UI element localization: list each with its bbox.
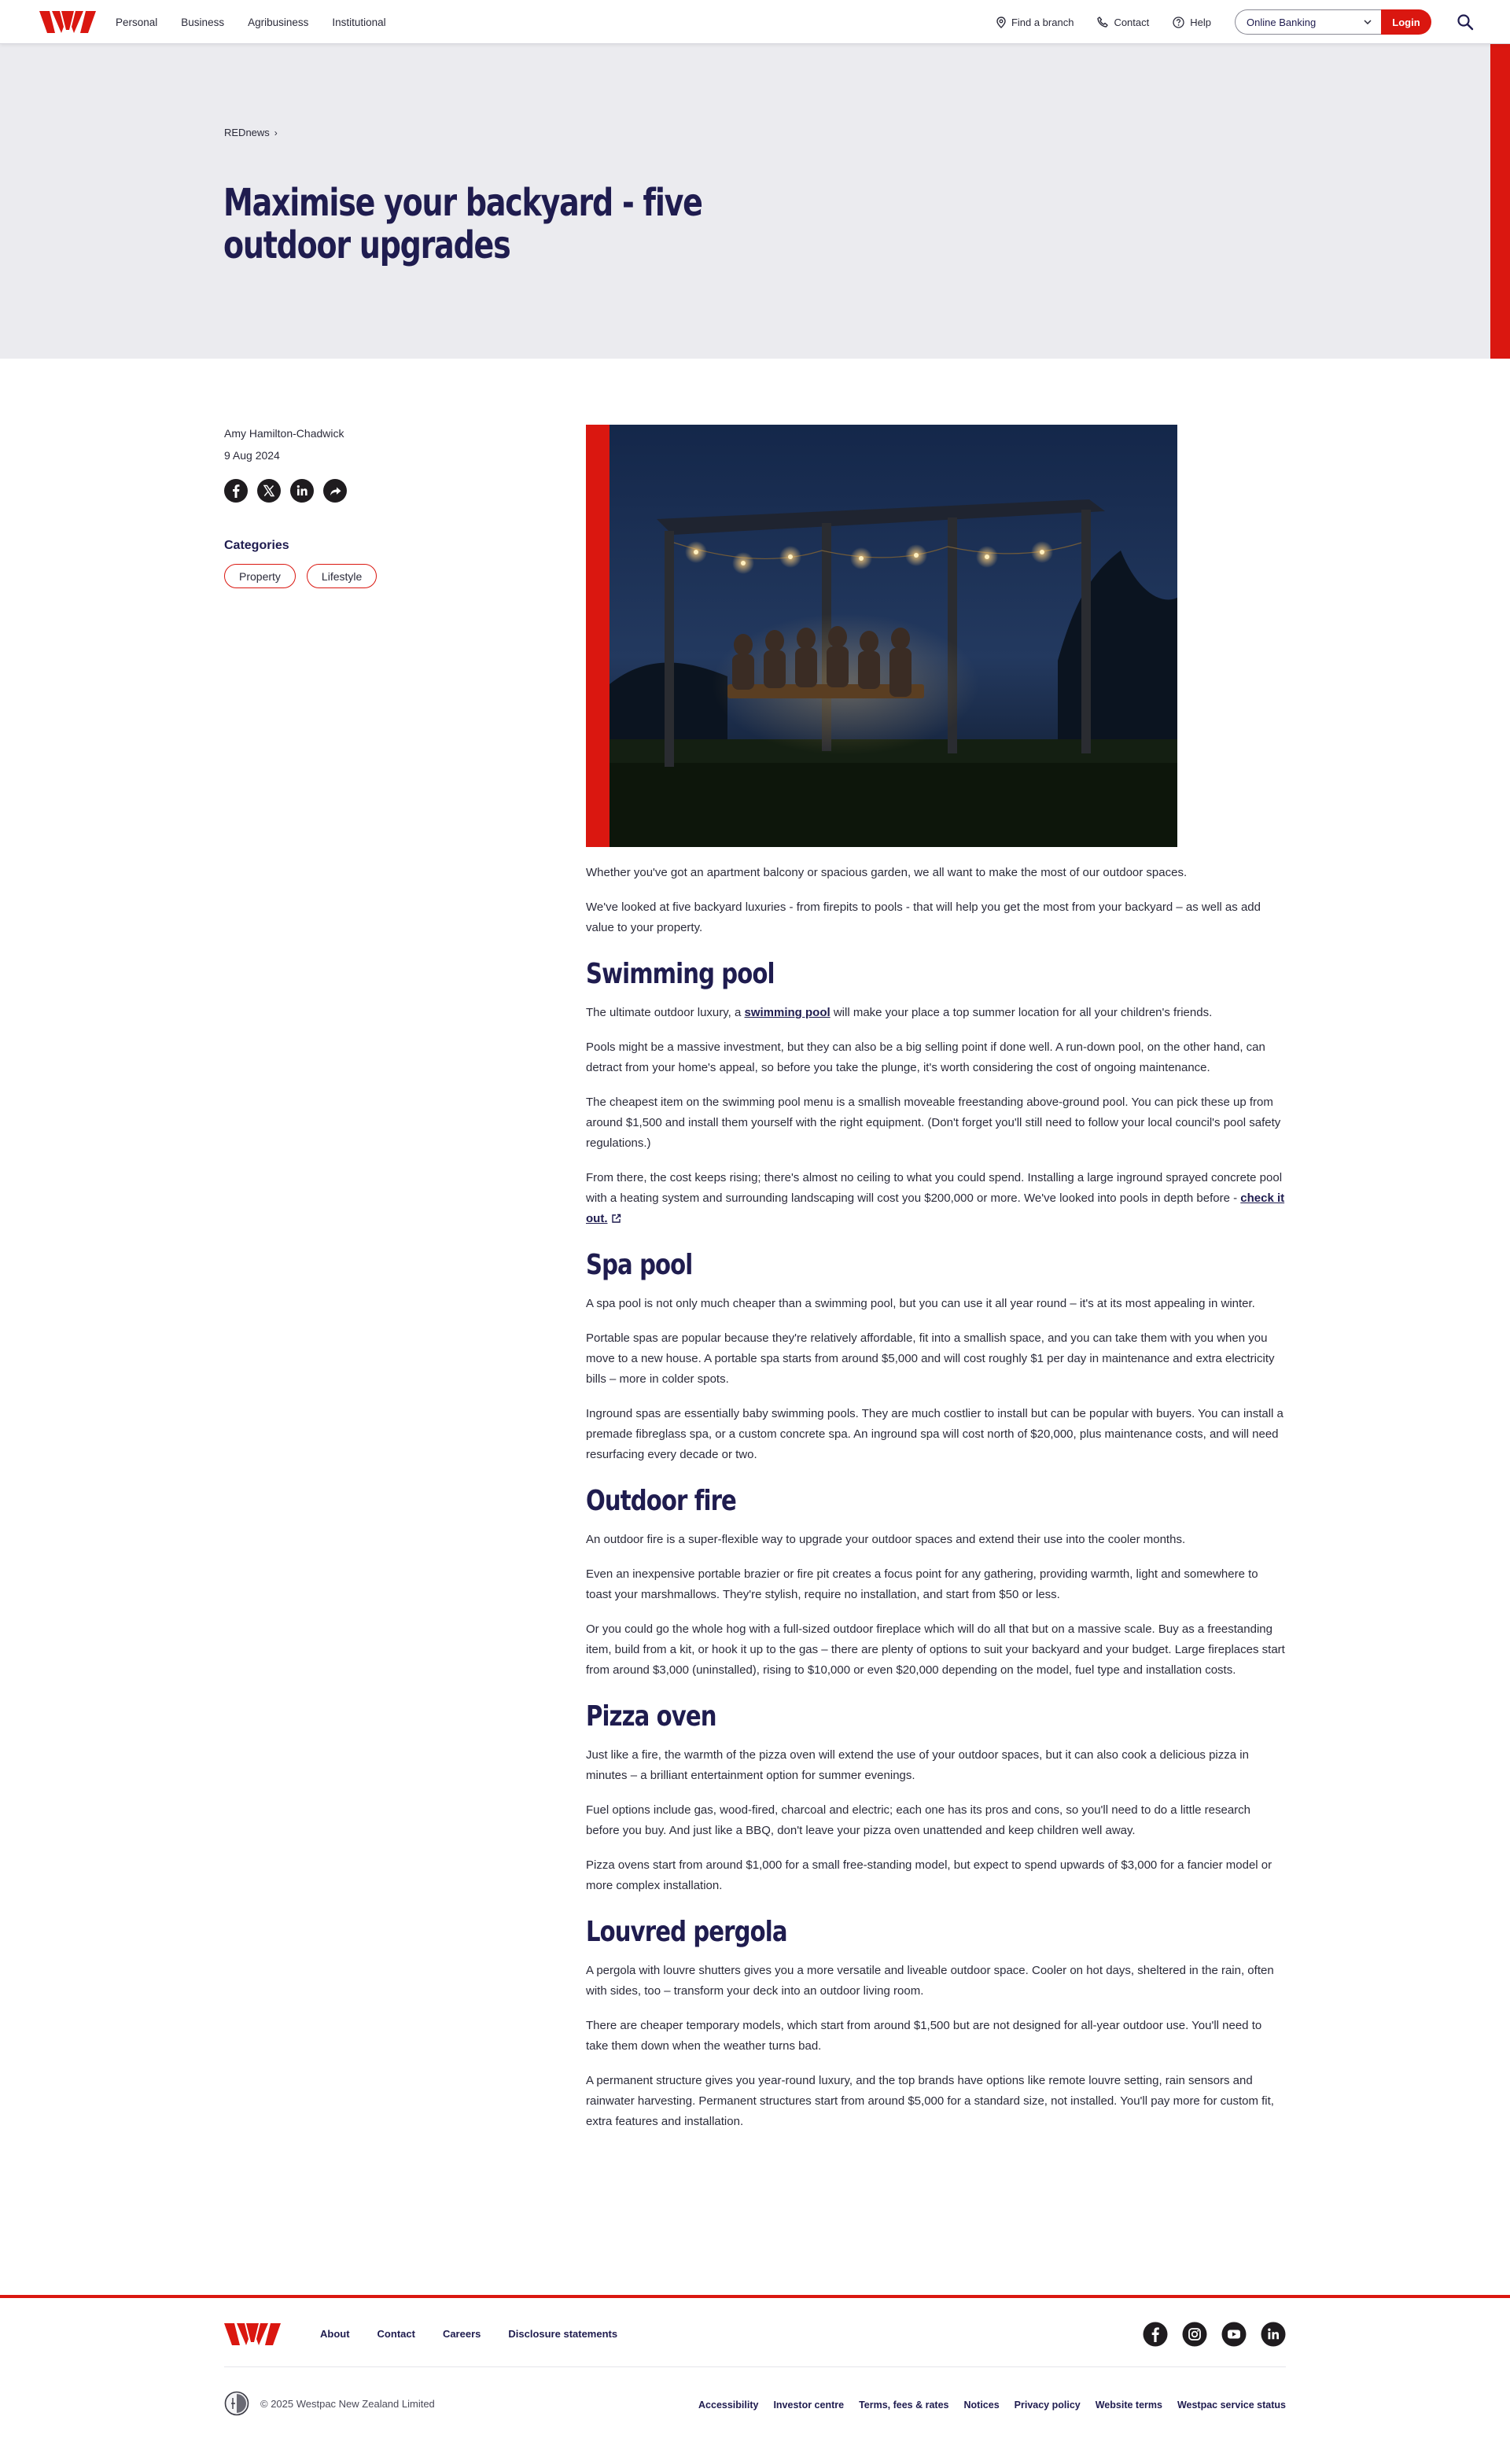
find-branch-link[interactable] — [996, 17, 1074, 28]
nav-agribusiness[interactable]: Agribusiness — [248, 16, 309, 28]
accessibility-badge-icon — [224, 2391, 249, 2416]
legal-website-terms[interactable]: Website terms — [1095, 2400, 1162, 2411]
page-title: Maximise your backyard - five outdoor upgrades — [223, 181, 702, 267]
swimming-paragraph-3: The cheapest item on the swimming pool menu is a smallish moveable freestanding above-ground pool. You can pick these up from around $1,500 and install them yourself with the right equipment. (Don't forget you'll still need to follow your local council's pool safety regulations.) — [586, 1096, 1281, 1150]
westpac-logo[interactable] — [39, 9, 96, 35]
copyright — [224, 2391, 435, 2416]
footer-divider — [224, 2366, 1286, 2367]
chevron-down-icon — [1364, 20, 1372, 24]
footer-careers[interactable]: Careers — [442, 2328, 481, 2340]
category-property[interactable]: Property — [224, 564, 296, 588]
share-buttons — [224, 479, 460, 503]
facebook-icon[interactable] — [1143, 2322, 1168, 2347]
youtube-icon[interactable] — [1221, 2322, 1247, 2347]
pizza-paragraph-1: Just like a fire, the warmth of the pizza oven will extend the use of your outdoor spaces, but it can also cook a delicious pizza in minutes – a brilliant entertainment option for summer evenings. — [586, 1748, 1249, 1782]
categories-title: Categories — [224, 539, 289, 552]
hero-accent-bar — [1490, 44, 1510, 359]
swimming-paragraph-1 — [586, 1003, 1286, 1023]
pergola-paragraph-2: There are cheaper temporary models, which start from around $1,500 but are not designed for all-year outdoor use. You'll need to take them down when the weather turns bad. — [586, 2019, 1262, 2053]
online-banking-select[interactable] — [1235, 9, 1381, 35]
map-pin-icon — [996, 17, 1006, 28]
nav-institutional[interactable]: Institutional — [332, 16, 386, 28]
article-hero — [0, 44, 1510, 359]
nav-personal[interactable]: Personal — [116, 16, 158, 28]
contact-link[interactable] — [1097, 17, 1149, 28]
main-nav — [116, 0, 410, 44]
heading-outdoor-fire: Outdoor fire — [586, 1485, 736, 1517]
swimming-p1-before: The ultimate outdoor luxury, a — [586, 1006, 745, 1019]
pergola-evening-photo — [586, 425, 1177, 847]
instagram-icon[interactable] — [1182, 2322, 1207, 2347]
legal-investor-centre[interactable]: Investor centre — [773, 2400, 845, 2411]
footer-nav — [320, 2328, 645, 2340]
article-content — [0, 359, 1510, 2295]
category-lifestyle[interactable]: Lifestyle — [307, 564, 377, 588]
article-sidebar — [224, 425, 460, 588]
fire-paragraph-2: Even an inexpensive portable brazier or fire pit creates a focus point for any gathering, providing warmth, light and somewhere to toast your marshmallows. They're stylish, require no installation, and start from $50 or less. — [586, 1567, 1258, 1601]
facebook-icon[interactable] — [224, 479, 248, 503]
image-accent-bar — [586, 425, 610, 847]
legal-service-status[interactable]: Westpac service status — [1177, 2400, 1286, 2411]
pizza-paragraph-2: Fuel options include gas, wood-fired, charcoal and electric; each one has its pros and cons, so you'll need to do a little research before you buy. And just like a BBQ, don't leave your pizza oven unattended and keep children well away. — [586, 1803, 1251, 1837]
external-link-icon — [611, 1214, 621, 1224]
fire-paragraph-3: Or you could go the whole hog with a full-sized outdoor fireplace which will do all that but on a massive scale. Buy as a freestanding item, build from a kit, or hook it up to the gas – there are plenty of options to suit your backyard and your budget. Large fireplaces start from around $3,000 (uninstalled), rising to $10,000 or even $20,000 depending on the model, fuel type and installation costs. — [586, 1622, 1285, 1677]
spa-paragraph-2: Portable spas are popular because they're relatively affordable, fit into a smallish space, and you can take them with you when you move to a new house. A portable spa starts from around $5,000 and will cost roughly $1 per day in maintenance and extra electricity bills – more in colder spots. — [586, 1331, 1275, 1386]
footer-contact[interactable]: Contact — [377, 2328, 415, 2340]
pizza-paragraph-3: Pizza ovens start from around $1,000 for a small free-standing model, but expect to spend upwards of $3,000 for a fancier model or more complex installation. — [586, 1858, 1272, 1892]
publish-date: 9 Aug 2024 — [224, 449, 280, 462]
article-body — [586, 425, 1286, 2132]
linkedin-icon[interactable] — [290, 479, 314, 503]
swimming-p4-before: From there, the cost keeps rising; there's almost no ceiling to what you could spend. Installing a large inground sprayed concrete pool with a heating system and surrounding landscaping will cost you $200,000 or more. We've looked into pools in depth before - — [586, 1171, 1283, 1205]
heading-pizza-oven: Pizza oven — [586, 1700, 716, 1733]
legal-terms-fees-rates[interactable]: Terms, fees & rates — [859, 2400, 949, 2411]
author-name: Amy Hamilton-Chadwick — [224, 427, 344, 440]
site-footer — [0, 2295, 1510, 2464]
fire-paragraph-1: An outdoor fire is a super-flexible way to upgrade your outdoor spaces and extend their use into the cooler months. — [586, 1533, 1186, 1546]
footer-disclosure-statements[interactable]: Disclosure statements — [508, 2328, 618, 2340]
swimming-p1-after: will make your place a top summer location for all your children's friends. — [830, 1006, 1213, 1019]
pergola-paragraph-3: A permanent structure gives you year-round luxury, and the top brands have options like remote louvre setting, rain sensors and rainwater harvesting. Permanent structures start from around $5,000 for a standard size, not installed. You'll pay more for custom fit, extra features and installation. — [586, 2074, 1274, 2128]
footer-social-links — [1129, 2322, 1286, 2347]
linkedin-icon[interactable] — [1261, 2322, 1286, 2347]
intro-paragraph-2: We've looked at five backyard luxuries - from firepits to pools - that will help you get the most from your backyard – as well as add value to your property. — [586, 901, 1261, 934]
help-link[interactable] — [1173, 17, 1211, 28]
share-icon[interactable] — [323, 479, 347, 503]
swimming-paragraph-4 — [586, 1168, 1286, 1229]
site-header — [0, 0, 1510, 44]
utility-nav — [996, 0, 1431, 44]
spa-paragraph-3: Inground spas are essentially baby swimming pools. They are much costlier to install but can be popular with buyers. You can install a premade fibreglass spa, or a custom concrete spa. An inground spa will cost north of $20,000, plus maintenance costs, and will need resurfacing every decade or two. — [586, 1407, 1284, 1461]
article-image — [586, 425, 1177, 847]
spa-paragraph-1: A spa pool is not only much cheaper than a swimming pool, but you can use it all year round – it's at its most appealing in winter. — [586, 1297, 1255, 1310]
x-twitter-icon[interactable] — [257, 479, 281, 503]
heading-louvred-pergola: Louvred pergola — [586, 1916, 787, 1948]
intro-paragraph-1: Whether you've got an apartment balcony or spacious garden, we all want to make the most of our outdoor spaces. — [586, 866, 1188, 879]
online-banking-label: Online Banking — [1247, 16, 1317, 28]
legal-nav — [683, 2400, 1286, 2411]
copyright-text: © 2025 Westpac New Zealand Limited — [260, 2397, 435, 2410]
breadcrumb-separator: › — [274, 127, 278, 138]
swimming-pool-link[interactable]: swimming pool — [744, 1006, 830, 1019]
legal-accessibility[interactable]: Accessibility — [698, 2400, 759, 2411]
contact-label: Contact — [1114, 16, 1150, 28]
check-it-out-link[interactable]: check it out. — [586, 1191, 1285, 1225]
category-list — [224, 564, 460, 588]
help-label: Help — [1190, 16, 1211, 28]
heading-swimming-pool: Swimming pool — [586, 958, 775, 990]
legal-notices[interactable]: Notices — [963, 2400, 1000, 2411]
search-icon[interactable] — [1457, 13, 1474, 31]
heading-spa-pool: Spa pool — [586, 1249, 693, 1281]
help-icon — [1173, 17, 1184, 28]
pergola-paragraph-1: A pergola with louvre shutters gives you a more versatile and liveable outdoor space. Cooler on hot days, sheltered in the rain, often with sides, too – transform your deck into an outdoor living room. — [586, 1964, 1274, 1998]
find-branch-label: Find a branch — [1011, 16, 1074, 28]
legal-privacy-policy[interactable]: Privacy policy — [1014, 2400, 1081, 2411]
breadcrumb — [224, 127, 278, 138]
breadcrumb-rednews[interactable]: REDnews — [224, 127, 270, 138]
login-button[interactable]: Login — [1381, 9, 1431, 35]
footer-about[interactable]: About — [320, 2328, 350, 2340]
phone-icon — [1097, 17, 1108, 28]
footer-westpac-logo[interactable] — [224, 2322, 281, 2347]
swimming-paragraph-2: Pools might be a massive investment, but they can also be a big selling point if done well. A run-down pool, on the other hand, can detract from your home's appeal, so before you take the plunge, it's worth considering the cost of ongoing maintenance. — [586, 1040, 1265, 1074]
nav-business[interactable]: Business — [181, 16, 225, 28]
